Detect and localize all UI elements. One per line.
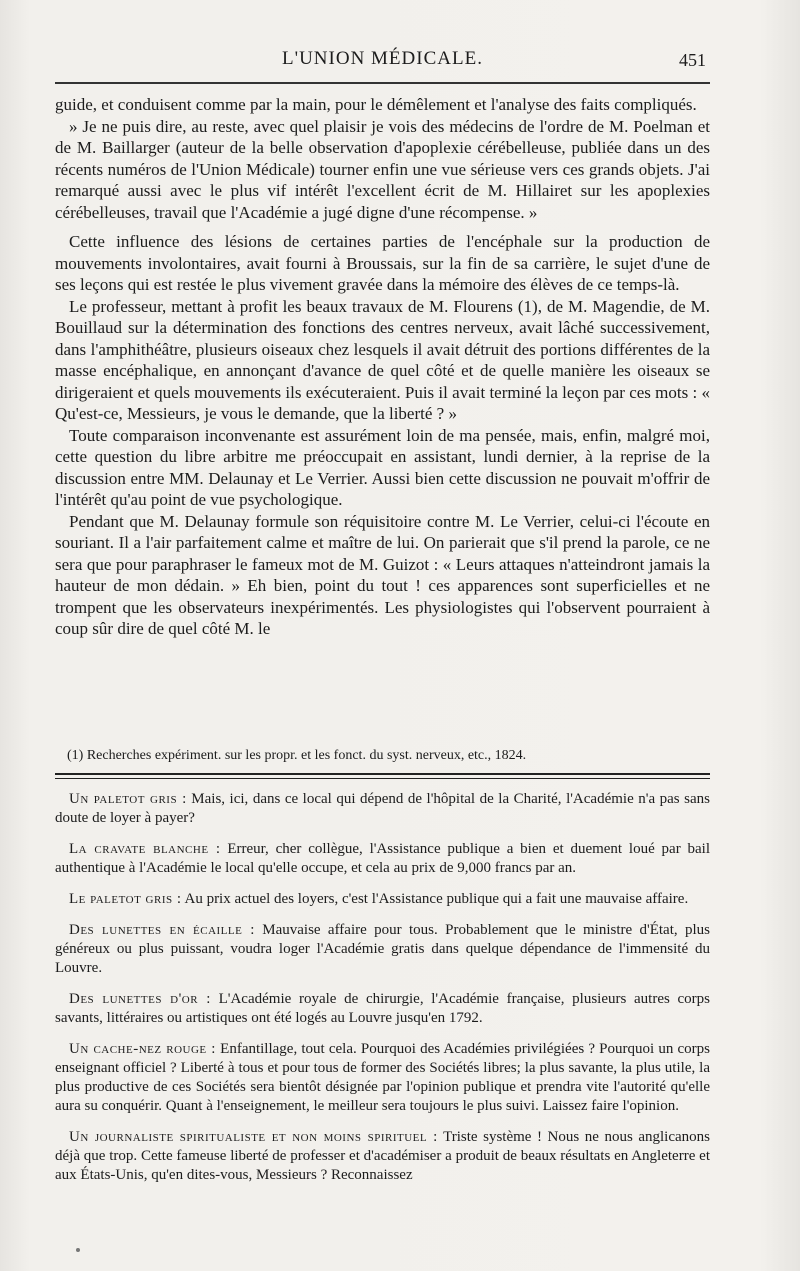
dialogue-line	[55, 790, 710, 828]
section-rule	[55, 773, 710, 779]
speaker-name: Un paletot gris :	[69, 791, 187, 807]
dialogue-line	[55, 890, 710, 909]
dialogue-line	[55, 840, 710, 878]
page-header	[55, 48, 710, 78]
dialogue-text: Erreur, cher collègue, l'Assistance publique a bien et duement loué par bail authentique à l'Académie le local qu'elle occupe, et cela au prix de 9,000 francs par an.	[55, 841, 710, 876]
dialogue-text: Mauvaise affaire pour tous. Probablement que le ministre d'État, plus généreux ou plus puissant, voudra loger l'Académie gratis dans quelque dépendance de l'immensité du Louvre.	[55, 922, 710, 976]
dialogue-text: Triste système ! Nous ne nous anglicanons déjà que trop. Cette fameuse liberté de professer et d'académiser a produit de beaux résultats en Angleterre et aux États-Unis, qu'en dites-vous, Messieurs ? Reconnaissez	[55, 1129, 710, 1183]
page-number: 451	[679, 50, 706, 70]
dialogue-line	[55, 1040, 710, 1116]
dialogue-text: L'Académie royale de chirurgie, l'Académie française, plusieurs autres corps savants, littéraires ou artistiques ont été logés au Louvre jusqu'en 1792.	[55, 991, 710, 1026]
dialogue-text: Mais, ici, dans ce local qui dépend de l'hôpital de la Charité, l'Académie n'a pas sans doute de loyer à payer?	[55, 791, 710, 826]
dialogue-text: Au prix actuel des loyers, c'est l'Assistance publique qui a fait une mauvaise affaire.	[184, 891, 689, 907]
speaker-name: Un journaliste spiritualiste et non moins spirituel :	[69, 1129, 438, 1145]
dialogue-line	[55, 1128, 710, 1185]
speaker-name: Un cache-nez rouge :	[69, 1041, 216, 1057]
speaker-name: Le paletot gris :	[69, 891, 182, 907]
paragraph: Pendant que M. Delaunay formule son réquisitoire contre M. Le Verrier, celui-ci l'écoute en souriant. Il a l'air parfaitement calme et maître de lui. On parierait que s'il prend la parole, ce ne sera que pour paraphraser le fameux mot de M. Guizot : « Leurs attaques n'atteindront jamais la hauteur de mon dédain. » Eh bien, point du tout ! ces apparences sont superficielles et ne trompent que les observateurs inexpérimentés. Les physiologistes qui l'observent pourraient à coup sûr dire de quel côté M. le	[55, 511, 710, 638]
paragraph: Cette influence des lésions de certaines parties de l'encéphale sur la production de mouvements involontaires, avait fourni à Broussais, sur la fin de sa carrière, le sujet d'une de ses leçons qui est restée le plus vivement gravée dans la mémoire des élèves de ce temps-là.	[55, 232, 710, 294]
paragraph: » Je ne puis dire, au reste, avec quel plaisir je vois des médecins de l'ordre de M. Poelman et de M. Baillarger (auteur de la belle observation d'apoplexie cérébelleuse, publiée dans un des récents numéros de l'Union Médicale) tourner enfin une vue sérieuse vers ces grands objets. J'ai remarqué aussi avec le plus vif intérêt l'excellent écrit de M. Hillairet sur les apoplexies cérébelleuses, travail que l'Académie a jugé digne d'une récompense. »	[55, 116, 710, 222]
speaker-name: Des lunettes d'or :	[69, 991, 211, 1007]
speaker-name: La cravate blanche :	[69, 841, 221, 857]
ink-mark	[76, 1248, 80, 1252]
dialogue-line	[55, 921, 710, 978]
dialogue-line	[55, 990, 710, 1028]
dialogue-text: Enfantillage, tout cela. Pourquoi des Académies privilégiées ? Pourquoi un corps enseignant officiel ? Liberté à tous et pour tous de former des Sociétés libres; la plus savante, la plus utile, la plus productive de ces Sociétés sera bientôt désignée par l'opinion publique et prendra vite l'autorité qu'elle aura su conquérir. Quant à l'enseignement, le meilleur sera toujours le plus suivi. Laissez faire l'opinion.	[55, 1041, 710, 1114]
journal-title: L'UNION MÉDICALE.	[282, 48, 483, 69]
main-text	[55, 94, 710, 640]
paragraph: Le professeur, mettant à profit les beaux travaux de M. Flourens (1), de M. Magendie, de M. Bouillaud sur la détermination des fonctions des centres nerveux, avait lâché successivement, dans l'amphithéâtre, plusieurs oiseaux chez lesquels il avait détruit des portions différentes de la masse encéphalique, en annonçant d'avance de quel côté et de quelle manière les oiseaux se dirigeraient et quels mouvements ils exécuteraient. Puis il avait terminé la leçon par ces mots : « Qu'est-ce, Messieurs, je vous le demande, que la liberté ? »	[55, 296, 710, 423]
dialogue-section	[55, 790, 710, 1197]
header-rule	[55, 82, 710, 84]
paragraph: guide, et conduisent comme par la main, pour le démêlement et l'analyse des faits compliqués.	[55, 95, 697, 114]
speaker-name: Des lunettes en écaille :	[69, 922, 255, 938]
paragraph: Toute comparaison inconvenante est assurément loin de ma pensée, mais, enfin, malgré moi, cette question du libre arbitre me préoccupait en assistant, lundi dernier, à la reprise de la discussion entre MM. Delaunay et Le Verrier. Aussi bien cette discussion ne pouvait m'offrir de l'intérêt qu'au point de vue psychologique.	[55, 425, 710, 509]
footnote: (1) Recherches expériment. sur les propr. et les fonct. du syst. nerveux, etc., 1824.	[67, 748, 527, 763]
